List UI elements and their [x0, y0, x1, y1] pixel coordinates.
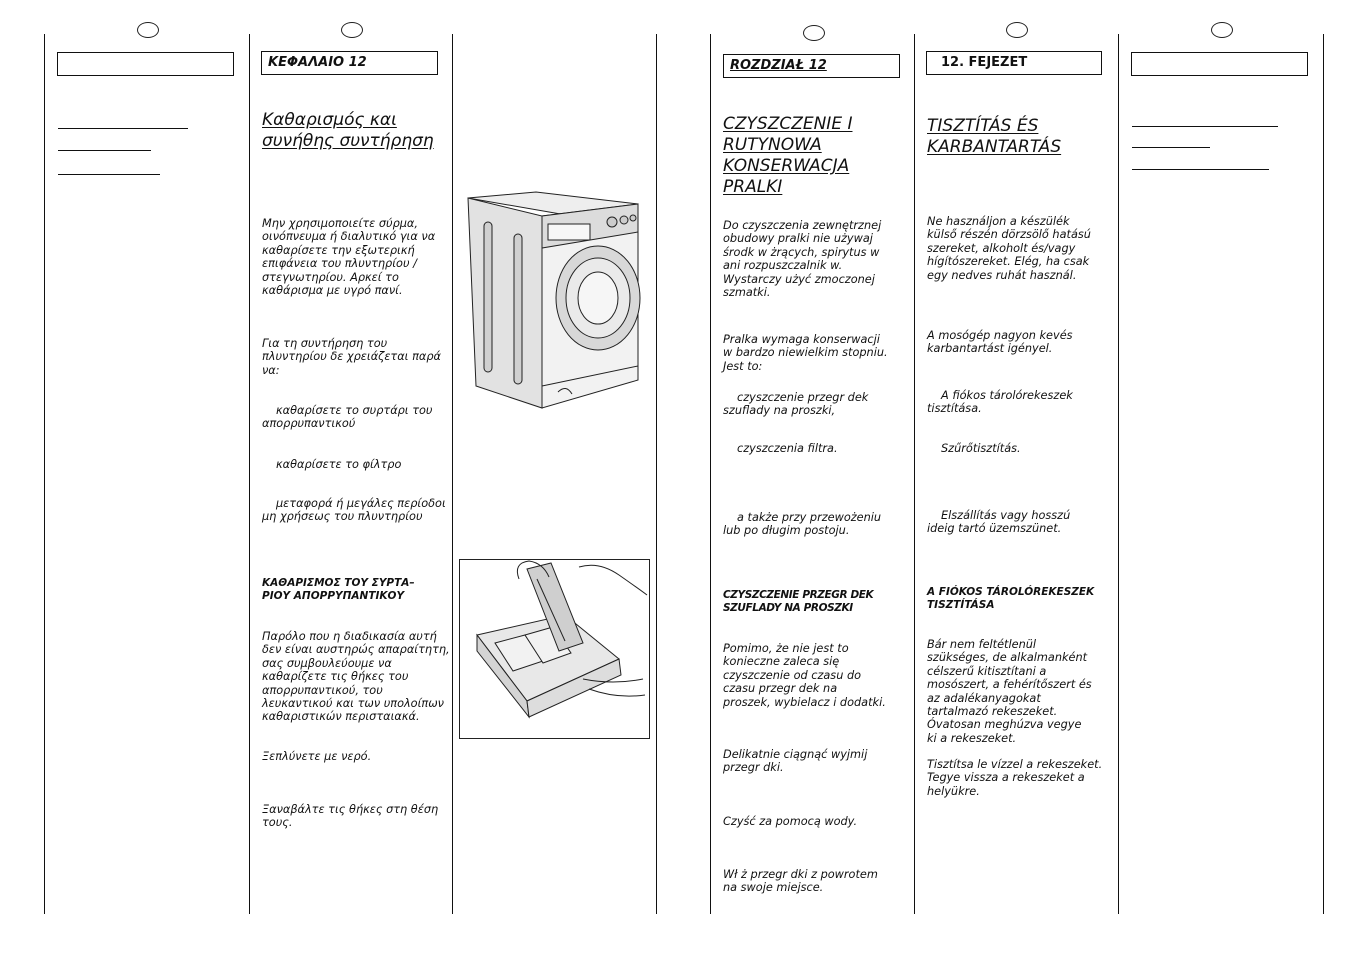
- washing-machine-illustration: [462, 190, 644, 412]
- text-line: mosószert, a fehérítőszert és: [927, 678, 1092, 692]
- blank-line: [1132, 126, 1278, 127]
- text-line: CZYSZCZENIE PRZEGR DEK: [723, 589, 874, 601]
- section-title-greek: [262, 110, 434, 152]
- text-line: szereket, alkoholt és/vagy: [927, 241, 1076, 255]
- list-item-hungarian: [927, 389, 1073, 416]
- list-item-greek: [262, 458, 401, 471]
- text-line: Jest to:: [723, 359, 763, 373]
- text-line: ΡΙΟΥ ΑΠΟΡΡΥΠΑΝΤΙΚΟΥ: [262, 589, 405, 602]
- paragraph-hungarian: [927, 638, 1092, 745]
- text-line: στεγνωτηρίου. Αρκεί το: [262, 270, 399, 284]
- column-rule: [710, 34, 711, 914]
- pull-text-polish: [723, 748, 867, 775]
- subheading-polish: [723, 589, 873, 614]
- text-line: a także przy przewożeniu: [737, 511, 882, 524]
- blank-line: [1132, 147, 1210, 148]
- rinse-text-hungarian: [927, 758, 1102, 798]
- list-item-greek: [262, 404, 432, 431]
- text-line: Παρόλο που η διαδικασία αυτή: [262, 630, 437, 643]
- text-line: tisztítása.: [927, 402, 982, 416]
- text-line: środk w żrących, spirytus w: [723, 245, 880, 259]
- title-line: RUTYNOWA: [723, 135, 822, 155]
- text-line: proszek, wybielacz i dodatki.: [723, 695, 886, 709]
- chapter-box-empty: [57, 52, 234, 76]
- list-item-hungarian: [927, 442, 1021, 455]
- maintenance-text-polish: [723, 333, 888, 373]
- title-line: TISZTÍTÁS ÉS: [927, 116, 1039, 136]
- text-line: απορρυπαντικού: [262, 417, 356, 431]
- chapter-box-empty: [1131, 52, 1308, 76]
- text-line: na swoje miejsce.: [723, 881, 824, 895]
- text-line: ideig tartó üzemszünet.: [927, 522, 1062, 536]
- intro-text-polish: [723, 219, 881, 299]
- text-line: Do czyszczenia zewnętrznej: [723, 219, 882, 232]
- text-line: Óvatosan meghúzva vegye: [927, 718, 1082, 732]
- blank-line: [58, 174, 160, 175]
- column-rule: [914, 34, 915, 914]
- text-line: szuflady na proszki,: [723, 404, 836, 418]
- text-line: ΚΑΘΑΡΙΣΜΟΣ ΤΟΥ ΣΥΡΤΑ–: [262, 577, 415, 589]
- text-line: οινόπνευμα ή διαλυτικό για να: [262, 230, 436, 244]
- maintenance-text-greek: [262, 337, 441, 377]
- text-line: δεν είναι αυστηρώς απαραίτητη,: [262, 643, 450, 657]
- text-line: SZUFLADY NA PROSZKI: [723, 601, 853, 614]
- text-line: καθαρίζετε τις θήκες του: [262, 670, 409, 684]
- text-line: καθαρίσετε την εξωτερική: [262, 243, 415, 257]
- text-line: w bardzo niewielkim stopniu.: [723, 346, 888, 360]
- text-line: Ξαναβάλτε τις θήκες στη θέση: [262, 803, 439, 816]
- title-line: KONSERWACJA: [723, 156, 850, 176]
- text-line: Tisztítsa le vízzel a rekeszeket.: [927, 758, 1103, 771]
- list-item-polish: [723, 511, 881, 538]
- text-line: καθαρίσετε το φίλτρο: [276, 458, 402, 471]
- text-line: szükséges, de alkalmanként: [927, 651, 1088, 665]
- list-item-greek: [262, 497, 446, 524]
- subheading-hungarian: [927, 586, 1094, 611]
- column-rule: [44, 34, 45, 914]
- paragraph-greek: [262, 630, 450, 724]
- list-item-polish: [723, 391, 868, 418]
- text-line: A mosógép nagyon kevés: [927, 329, 1073, 342]
- text-line: Tegye vissza a rekeszeket a: [927, 771, 1085, 785]
- column-rule: [1323, 34, 1324, 914]
- text-line: σας συμβουλεύουμε να: [262, 656, 392, 670]
- text-line: czyszczenie od czasu do: [723, 668, 862, 682]
- text-line: konieczne zaleca się: [723, 655, 840, 669]
- text-line: A fiókos tárolórekeszek: [941, 389, 1073, 402]
- maintenance-text-hungarian: [927, 329, 1073, 356]
- text-line: TISZTÍTÁSA: [927, 598, 995, 611]
- text-line: czyszczenie przegr dek: [737, 391, 869, 404]
- text-line: az adalékanyagokat: [927, 691, 1041, 705]
- subheading-greek: [262, 577, 415, 602]
- rinse-text-greek: [262, 750, 371, 763]
- blank-line: [58, 150, 151, 151]
- text-line: lub po długim postoju.: [723, 524, 850, 538]
- text-line: czyszczenia filtra.: [737, 442, 838, 455]
- section-title-hungarian: [927, 116, 1061, 158]
- text-line: καθάρισμα με υγρό πανί.: [262, 284, 403, 298]
- language-marker: [341, 22, 363, 38]
- paragraph-polish: [723, 642, 886, 709]
- column-rule: [452, 34, 453, 914]
- text-line: Czyść za pomocą wody.: [723, 815, 858, 828]
- list-item-hungarian: [927, 509, 1070, 536]
- language-marker: [803, 25, 825, 41]
- text-line: hígítószereket. Elég, ha csak: [927, 255, 1090, 269]
- blank-line: [58, 128, 188, 129]
- title-line: Καθαρισμός και: [262, 110, 397, 130]
- rinse-text-polish: [723, 815, 857, 828]
- text-line: külső részén dörzsölő hatású: [927, 228, 1091, 242]
- intro-text-greek: [262, 217, 435, 297]
- text-line: helyükre.: [927, 784, 980, 798]
- text-line: czasu przegr dek na: [723, 682, 838, 696]
- text-line: Ξεπλύνετε με νερό.: [262, 750, 372, 763]
- text-line: καθαριστικών περισταιακά.: [262, 710, 420, 724]
- list-item-polish: [723, 442, 838, 455]
- text-line: μεταφορά ή μεγάλες περίοδοι: [276, 497, 446, 510]
- text-line: ki a rekeszeket.: [927, 731, 1017, 745]
- text-line: karbantartást igényel.: [927, 342, 1053, 356]
- text-line: szmatki.: [723, 286, 771, 300]
- text-line: tartalmazó rekeszeket.: [927, 705, 1058, 719]
- text-line: Wł ż przegr dki z powrotem: [723, 868, 878, 881]
- text-line: απορρυπαντικού, του: [262, 683, 383, 697]
- text-line: A FIÓKOS TÁROLÓREKESZEK: [927, 586, 1095, 598]
- title-line: συνήθης συντήρηση: [262, 131, 434, 151]
- text-line: przegr dki.: [723, 761, 784, 775]
- text-line: πλυντηρίου δε χρειάζεται παρά: [262, 350, 441, 364]
- blank-line: [1132, 169, 1269, 170]
- text-line: Pomimo, że nie jest to: [723, 642, 849, 655]
- text-line: célszerű kitisztítani a: [927, 664, 1047, 678]
- replace-text-greek: [262, 803, 438, 830]
- detergent-drawer-illustration: [459, 559, 650, 739]
- text-line: Ne használjon a készülék: [927, 215, 1070, 228]
- chapter-heading-polish: ROZDZIAŁ 12: [723, 54, 900, 78]
- language-marker: [1211, 22, 1233, 38]
- column-rule: [656, 34, 657, 914]
- text-line: egy nedves ruhát használ.: [927, 268, 1077, 282]
- text-line: τους.: [262, 816, 293, 830]
- text-line: obudowy pralki nie używaj: [723, 232, 873, 246]
- column-rule: [1118, 34, 1119, 914]
- text-line: ani rozpuszczalnik w.: [723, 259, 843, 273]
- text-line: επιφάνεια του πλυντηρίου /: [262, 257, 417, 271]
- chapter-heading-greek: ΚΕΦΑΛΑΙΟ 12: [261, 51, 438, 75]
- text-line: Elszállítás vagy hosszú: [941, 509, 1071, 522]
- text-line: Szűrőtisztítás.: [941, 442, 1021, 455]
- intro-text-hungarian: [927, 215, 1091, 282]
- chapter-heading-hungarian: 12. FEJEZET: [926, 51, 1102, 75]
- title-line: CZYSZCZENIE I: [723, 114, 853, 134]
- text-line: Wystarczy użyć zmoczonej: [723, 272, 875, 286]
- language-marker: [137, 22, 159, 38]
- text-line: Pralka wymaga konserwacji: [723, 333, 880, 346]
- text-line: Για τη συντήρηση του: [262, 337, 388, 350]
- title-line: KARBANTARTÁS: [927, 137, 1062, 157]
- text-line: να:: [262, 363, 280, 377]
- text-line: μη χρήσεως του πλυντηρίου: [262, 510, 423, 524]
- column-rule: [249, 34, 250, 914]
- text-line: Bár nem feltétlenül: [927, 638, 1037, 651]
- text-line: Μην χρησιμοποιείτε σύρμα,: [262, 217, 418, 230]
- text-line: Delikatnie ciągnąć wyjmij: [723, 748, 868, 761]
- language-marker: [1006, 22, 1028, 38]
- text-line: καθαρίσετε το συρτάρι του: [276, 404, 433, 417]
- section-title-polish: [723, 114, 852, 198]
- replace-text-polish: [723, 868, 878, 895]
- text-line: λευκαντικού και των υπολοίπων: [262, 697, 444, 711]
- title-line: PRALKI: [723, 177, 783, 197]
